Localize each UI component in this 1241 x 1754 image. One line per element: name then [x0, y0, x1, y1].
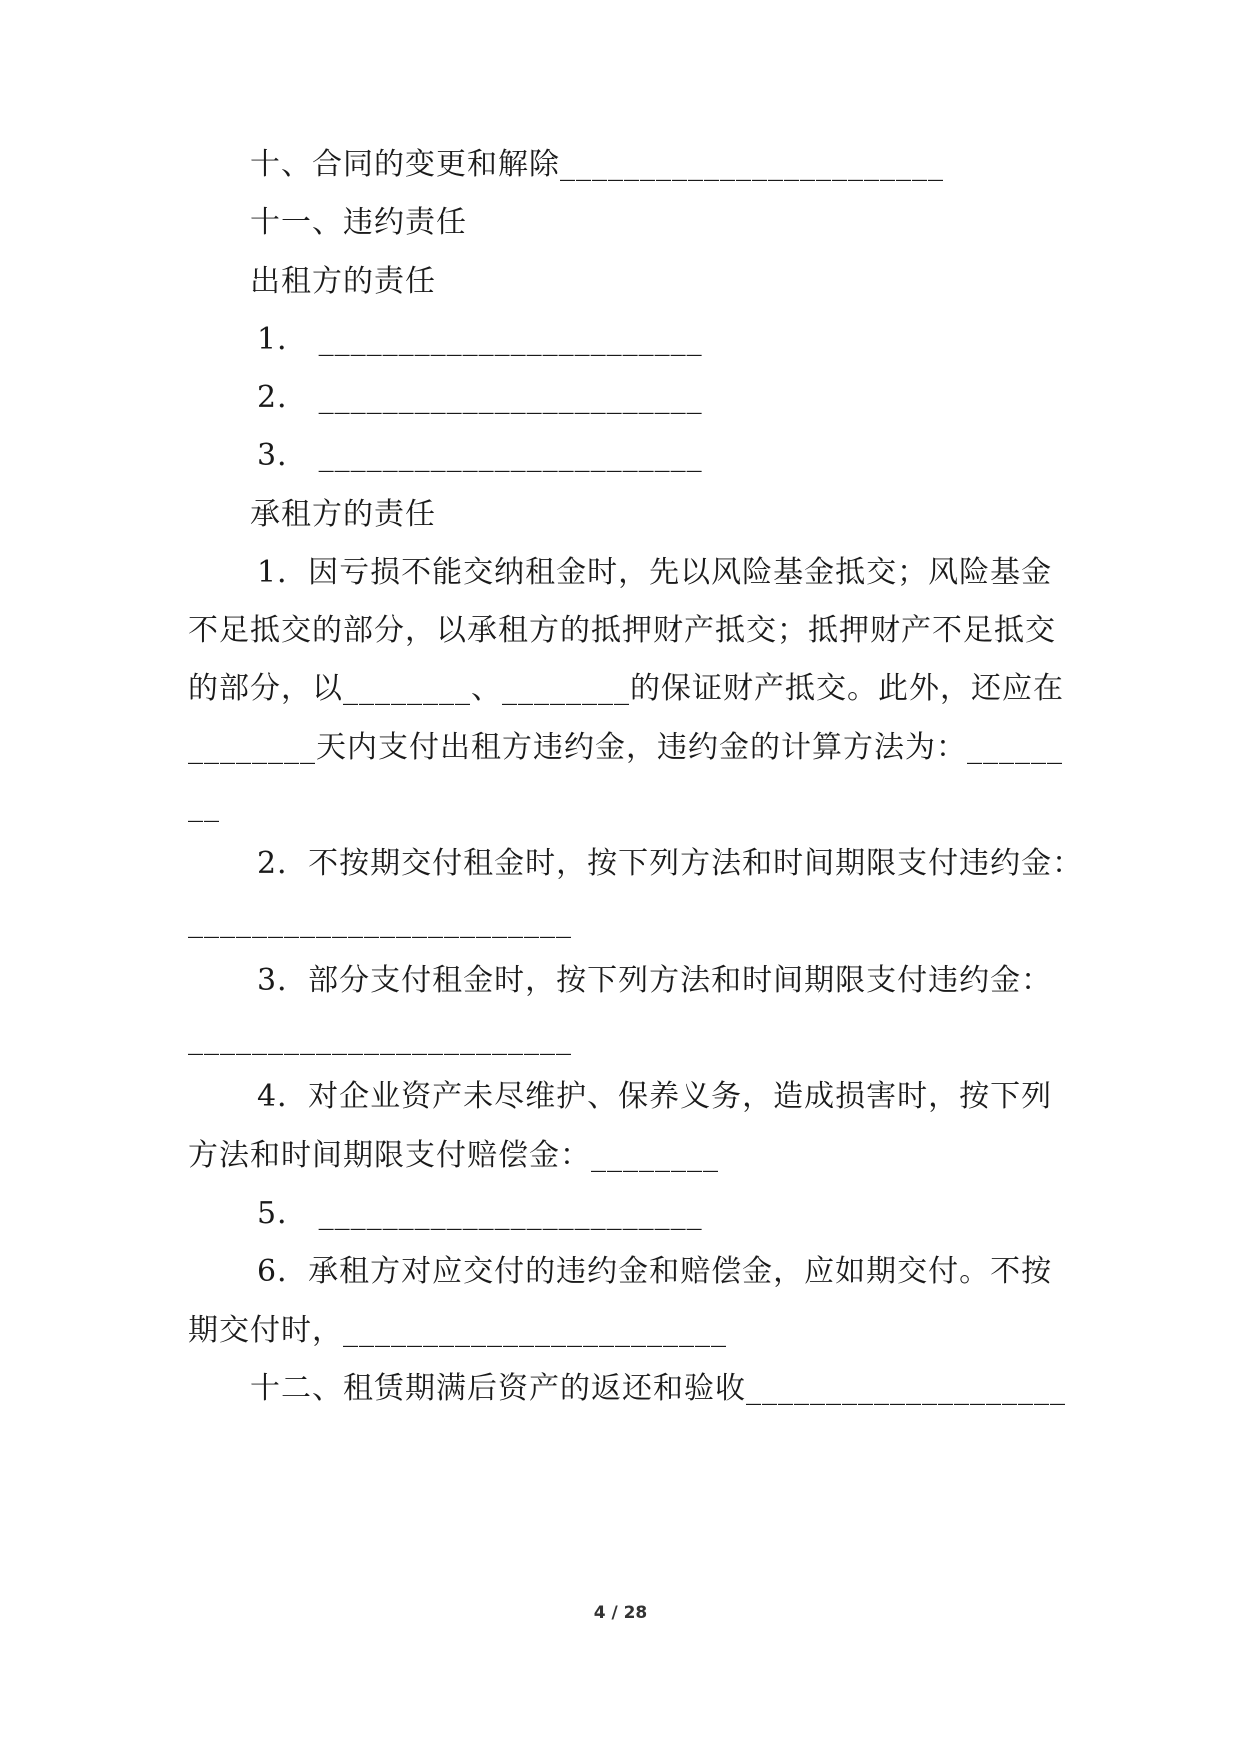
lessee-item-2: 2．不按期交付租金时，按下列方法和时间期限支付违约金： — [257, 846, 1084, 881]
page-number: 4 / 28 — [593, 1603, 648, 1623]
lessor-item-2: 2． ________________________ — [257, 380, 703, 415]
section-10-heading: 十、合同的变更和解除________________________ — [250, 147, 944, 182]
lessee-item-1-line-4: ________天内支付出租方违约金，违约金的计算方法为：______ — [188, 730, 1063, 765]
lessee-item-1-line-1: 1．因亏损不能交纳租金时，先以风险基金抵交；风险基金 — [257, 555, 1053, 590]
lessee-item-6-line-2: 期交付时，________________________ — [188, 1313, 727, 1348]
lessee-item-4-line-2: 方法和时间期限支付赔偿金：________ — [188, 1138, 719, 1173]
lessee-liability-heading: 承租方的责任 — [250, 497, 436, 532]
lessee-item-1-line-5: __ — [188, 788, 220, 823]
lessee-item-5: 5． ________________________ — [257, 1196, 703, 1231]
lessee-item-3: 3．部分支付租金时，按下列方法和时间期限支付违约金： — [257, 963, 1053, 998]
lessee-item-1-line-2: 不足抵交的部分，以承租方的抵押财产抵交；抵押财产不足抵交 — [188, 613, 1056, 648]
lessor-item-1: 1． ________________________ — [257, 322, 703, 357]
lessee-item-2-blank: ________________________ — [188, 904, 572, 939]
section-12-heading: 十二、租赁期满后资产的返还和验收____________________ — [250, 1371, 1066, 1406]
lessee-item-6-line-1: 6．承租方对应交付的违约金和赔偿金，应如期交付。不按 — [257, 1254, 1053, 1289]
lessor-item-3: 3． ________________________ — [257, 438, 703, 473]
section-11-heading: 十一、违约责任 — [250, 205, 467, 240]
lessee-item-4-line-1: 4．对企业资产未尽维护、保养义务，造成损害时，按下列 — [257, 1079, 1053, 1114]
lessor-liability-heading: 出租方的责任 — [250, 264, 436, 299]
lessee-item-1-line-3: 的部分，以________、________的保证财产抵交。此外，还应在 — [188, 671, 1064, 706]
lessee-item-3-blank: ________________________ — [188, 1021, 572, 1056]
